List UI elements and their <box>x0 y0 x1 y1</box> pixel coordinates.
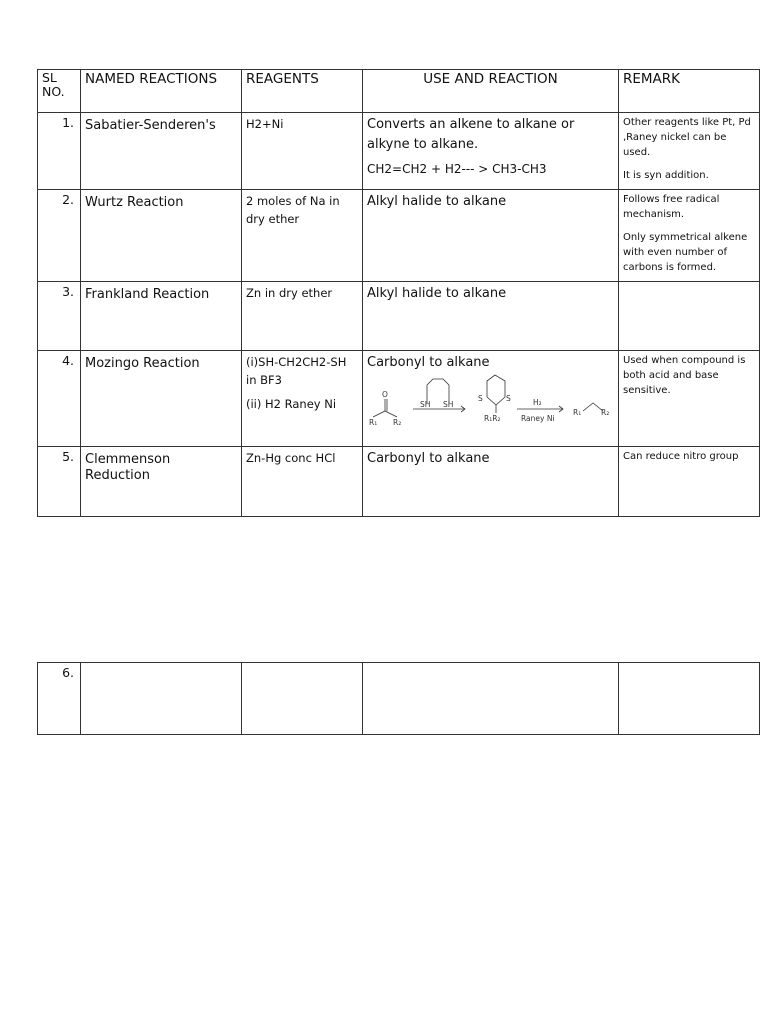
product-skeleton <box>583 403 603 411</box>
header-sl-no: SL NO. <box>38 70 81 113</box>
thiol-label: SH <box>420 400 431 409</box>
named-reactions-table <box>37 69 760 517</box>
reagents-cell <box>242 351 363 447</box>
catalyst-label: Raney Ni <box>521 414 555 423</box>
reagent-text: Zn-Hg conc HCl <box>246 451 336 465</box>
use-cell <box>363 447 619 517</box>
table-row <box>38 447 760 517</box>
remark-text: Can reduce nitro group <box>623 451 739 462</box>
reaction-name: Sabatier-Senderen's <box>81 113 242 190</box>
reaction-equation: CH2=CH2 + H2--- > CH3-CH3 <box>367 162 547 176</box>
reagent-text: Zn in dry ether <box>246 286 333 300</box>
carbonyl-oxygen-label: O <box>382 390 388 399</box>
remark-cell <box>619 113 760 190</box>
reagents-cell <box>242 113 363 190</box>
table-row <box>38 113 760 190</box>
use-text: Alkyl halide to alkane <box>367 286 507 301</box>
product-r1-label: R₁ <box>573 408 582 417</box>
table-row <box>38 190 760 282</box>
header-use-and-reaction: USE AND REACTION <box>363 70 619 113</box>
reagents-cell <box>242 447 363 517</box>
remark-text: Other reagents like Pt, Pd ,Raney nickel can be used. <box>623 117 751 158</box>
reagents-cell <box>242 663 363 735</box>
use-text: Alkyl halide to alkane <box>367 194 507 209</box>
row-number: 2. <box>38 190 81 282</box>
reaction-name: Wurtz Reaction <box>81 190 242 282</box>
use-text: Carbonyl to alkane <box>367 355 490 370</box>
r2-label: R₂ <box>393 418 402 427</box>
remark-cell <box>619 447 760 517</box>
remark-cell <box>619 351 760 447</box>
header-reagents: REAGENTS <box>242 70 363 113</box>
use-cell <box>363 113 619 190</box>
table-header-row <box>38 70 760 113</box>
reaction-name: Mozingo Reaction <box>81 351 242 447</box>
r1-label: R₁ <box>369 418 378 427</box>
use-cell <box>363 351 619 447</box>
ring-sulfur-label: S <box>478 394 483 403</box>
mozingo-reaction-scheme <box>367 373 617 431</box>
row-number: 5. <box>38 447 81 517</box>
remark-text: It is syn addition. <box>623 170 709 181</box>
product-r2-label: R₂ <box>601 408 610 417</box>
use-text: Carbonyl to alkane <box>367 451 490 466</box>
row-number: 1. <box>38 113 81 190</box>
row-number: 6. <box>38 663 81 735</box>
reaction-name <box>81 663 242 735</box>
reaction-name: Frankland Reaction <box>81 282 242 351</box>
remark-text: Used when compound is both acid and base sensitive. <box>623 355 746 396</box>
reagent-text: 2 moles of Na in dry ether <box>246 194 340 226</box>
reagent-text: H2+Ni <box>246 117 284 131</box>
remark-text: Follows free radical mechanism. <box>623 194 720 220</box>
remark-cell <box>619 663 760 735</box>
table-row <box>38 351 760 447</box>
reagent-text: (i)SH-CH2CH2-SH in BF3 <box>246 355 347 387</box>
carbonyl-skeleton <box>373 411 397 417</box>
remark-cell <box>619 282 760 351</box>
reagent-text: (ii) H2 Raney Ni <box>246 397 337 411</box>
table-row <box>38 282 760 351</box>
hydrogen-label: H₂ <box>533 398 542 407</box>
header-remark: REMARK <box>619 70 760 113</box>
use-cell <box>363 190 619 282</box>
reagents-cell <box>242 190 363 282</box>
remark-cell <box>619 190 760 282</box>
reaction-name: Clemmenson Reduction <box>81 447 242 517</box>
row-number: 4. <box>38 351 81 447</box>
use-cell <box>363 663 619 735</box>
use-cell <box>363 282 619 351</box>
remark-text: Only symmetrical alkene with even number of carbons is formed. <box>623 232 748 273</box>
thiol-label: SH <box>443 400 454 409</box>
continuation-table <box>37 662 760 735</box>
header-named-reactions: NAMED REACTIONS <box>81 70 242 113</box>
ring-substituents-label: R₁R₂ <box>484 414 501 423</box>
use-text: Converts an alkene to alkane or alkyne to alkane. <box>367 117 575 152</box>
row-number: 3. <box>38 282 81 351</box>
reagents-cell <box>242 282 363 351</box>
dithiane-ring <box>487 375 505 405</box>
ring-sulfur-label: S <box>506 394 511 403</box>
table-row <box>38 663 760 735</box>
